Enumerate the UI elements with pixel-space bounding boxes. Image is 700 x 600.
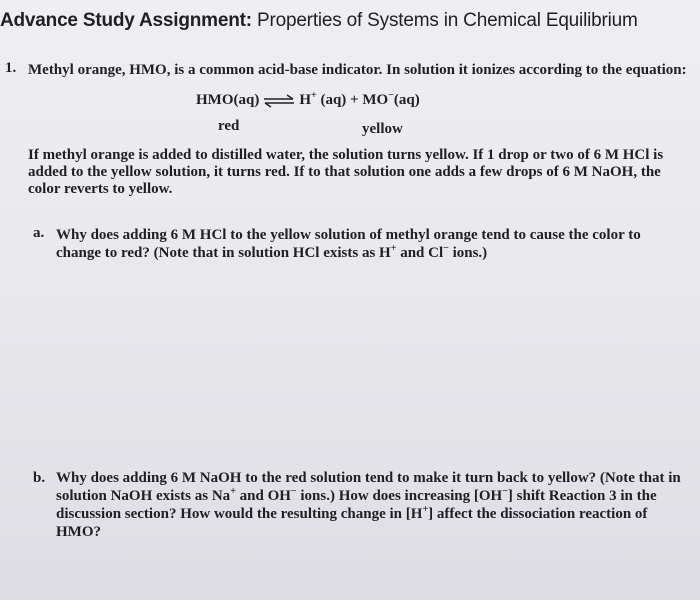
part-a-text-3: ions.) <box>448 245 488 261</box>
part-a-text-1: Why does adding 6 M HCl to the yellow solution of methyl orange tend to cause the color to change to red? (Note that in solution HCl exists as H <box>56 227 641 261</box>
title-bold: Advance Study Assignment: <box>0 10 252 31</box>
question-number: 1. <box>5 60 17 76</box>
part-b-text-5: ] affect the dissociation reaction of HMO? <box>56 506 648 540</box>
part-b-text-4: ] shift Reaction 3 in the discussion section? How would the resulting change in [H <box>56 488 657 522</box>
title-rest: Properties of Systems in Chemical Equilibrium <box>251 10 638 31</box>
part-b-sup-4: + <box>422 504 429 515</box>
chemical-equation <box>196 92 420 109</box>
equation-h-charge: + <box>311 90 317 101</box>
part-b-letter: b. <box>33 470 46 486</box>
equilibrium-arrow-icon <box>263 94 295 108</box>
part-b-text-2: and OH <box>235 488 291 504</box>
part-b-sup-3: − <box>502 486 508 497</box>
part-b-sup-2: − <box>290 486 297 497</box>
part-b-sup-1: + <box>230 486 236 497</box>
question-intro: Methyl orange, HMO, is a common acid-base indicator. In solution it ionizes according to the equation: <box>28 62 687 78</box>
intro-paragraph: If methyl orange is added to distilled water, the solution turns yellow. If 1 drop or two of 6 M HCl is added to the yellow solution, it turns red. If to that solution one adds a few drops of 6 M NaOH, the color reverts to yellow. <box>28 147 664 197</box>
label-red: red <box>218 118 240 134</box>
part-b-text-3: ions.) How does increasing [OH <box>296 488 503 504</box>
part-a-question <box>56 226 686 262</box>
part-b-text-1: Why does adding 6 M NaOH to the red solution tend to make it turn back to yellow? (Note that in solution NaOH exists as Na <box>56 470 681 504</box>
equation-mo-state: (aq) <box>393 92 420 108</box>
part-a-sup-2: − <box>443 243 449 254</box>
equation-h-state: (aq) + MO <box>316 92 389 108</box>
equation-mo-charge: − <box>388 90 394 101</box>
part-a-letter: a. <box>33 225 45 241</box>
page-title <box>0 10 700 32</box>
equation-h: H <box>299 92 311 108</box>
label-yellow: yellow <box>362 121 403 137</box>
part-a-sup-1: + <box>390 243 397 254</box>
part-b-question <box>56 469 686 541</box>
equation-left: HMO(aq) <box>196 92 260 108</box>
equation-right <box>299 92 419 109</box>
part-a-text-2: and Cl <box>396 245 444 261</box>
